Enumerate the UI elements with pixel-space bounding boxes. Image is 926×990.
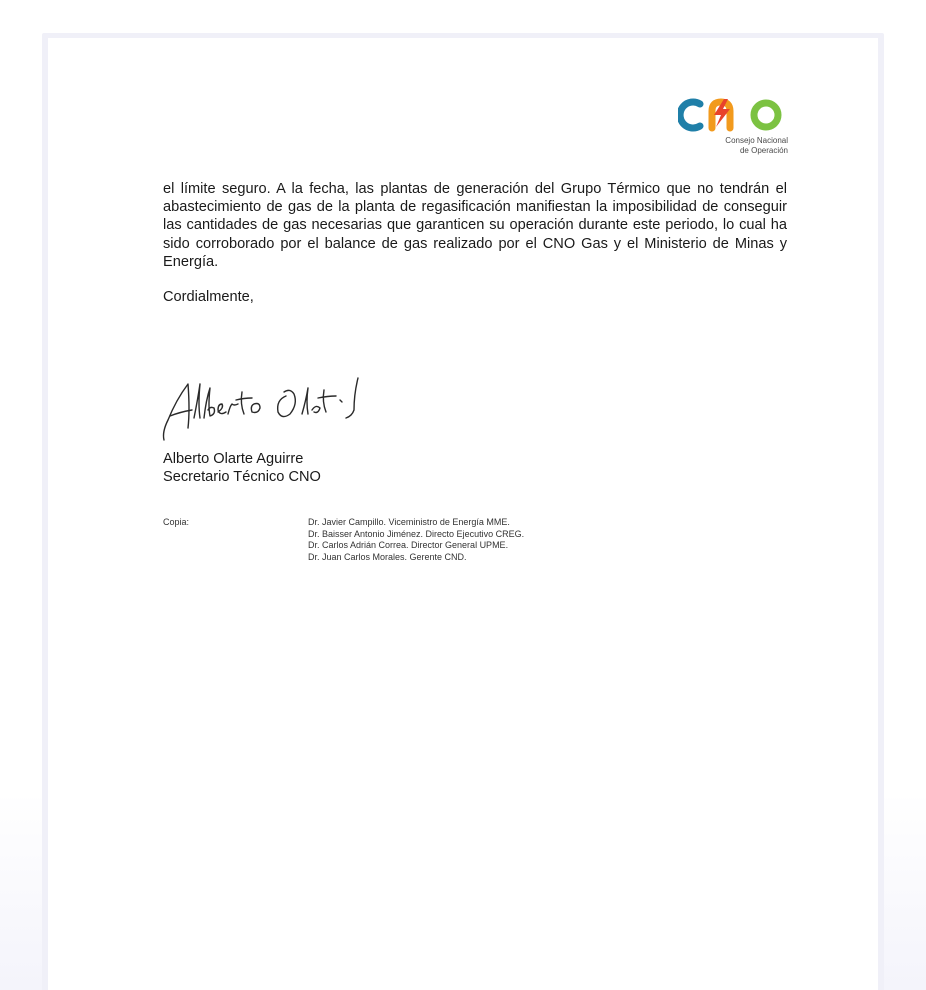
cno-logo-icon (678, 95, 788, 135)
copy-recipient-list (308, 517, 524, 563)
signer-title: Secretario Técnico CNO (163, 469, 321, 485)
logo-tagline-line1: Consejo Nacional (725, 136, 788, 145)
signer-name: Alberto Olarte Aguirre (163, 451, 304, 467)
cno-logo (678, 95, 788, 159)
handwritten-signature (158, 370, 378, 450)
logo-tagline (708, 136, 788, 156)
letter-closing: Cordialmente, (163, 289, 254, 305)
copy-recipient: Dr. Baisser Antonio Jiménez. Directo Ejecutivo CREG. (308, 528, 525, 539)
logo-tagline-line2: de Operación (739, 146, 788, 155)
copy-label: Copia: (163, 517, 190, 527)
letter-body: el límite seguro. A la fecha, las plantas de generación del Grupo Térmico que no tendrán el abastecimiento de gas de la planta de regasificación manifiestan la imposibilidad de conseguir las cantidades de gas necesarias que garanticen su operación durante este periodo, lo cual ha sido corroborado por el balance de gas realizado por el CNO Gas y el Ministerio de Minas y Energía. (163, 181, 787, 270)
copy-recipient: Dr. Carlos Adrián Correa. Director General UPME. (308, 540, 509, 550)
copy-recipient: Dr. Juan Carlos Morales. Gerente CND. (308, 551, 467, 562)
copy-recipient: Dr. Javier Campillo. Viceministro de Energía MME. (308, 517, 510, 527)
